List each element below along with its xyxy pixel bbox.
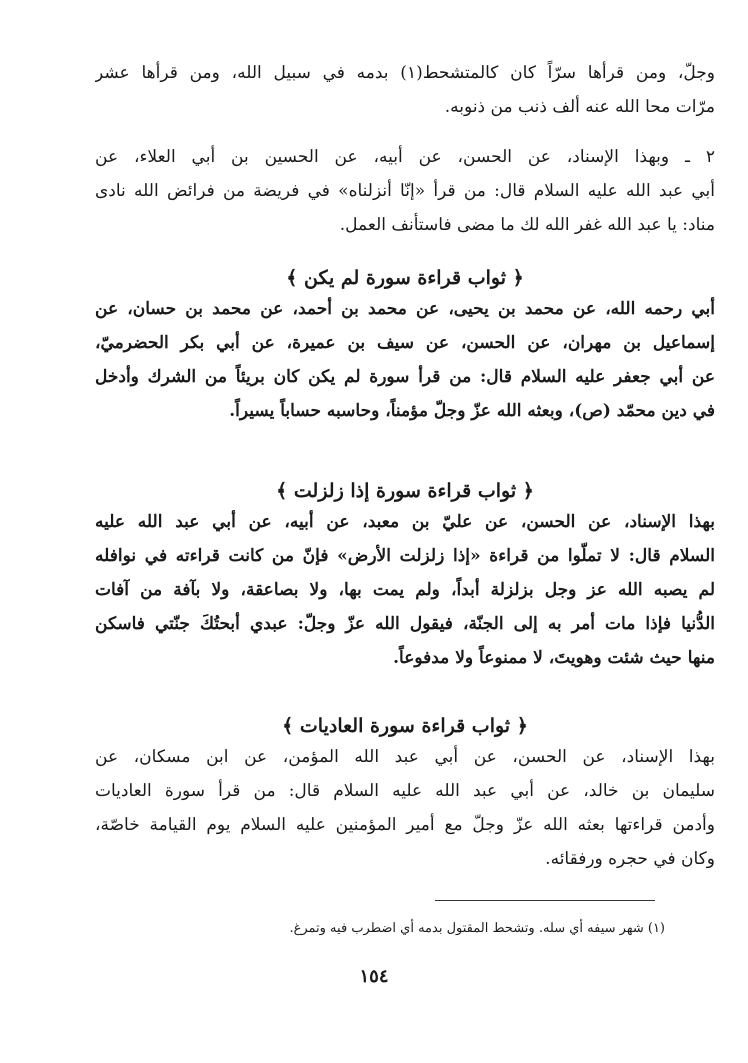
section-adiyat-paragraph <box>95 740 715 876</box>
section-heading-lam-yakun: ﴿ ثواب قراءة سورة لم يكن ﴾ <box>286 267 524 289</box>
text-line: وكان في حجره ورفقائه. <box>545 849 715 869</box>
text-line: بهذا الإسناد، عن الحسن، عن أبي عبد الله المؤمن، عن ابن مسكان، عن <box>95 747 715 767</box>
text-line: الدُّنيا فإذا مات أمر به إلى الجنّة، فيقول الله عزّ وجلّ: عبدي أبحتُكَ جنّتي فاسكن <box>95 614 715 634</box>
text-line: مناد: يا عبد الله غفر الله لك ما مضى فاستأنف العمل. <box>339 215 715 235</box>
section-heading-adiyat: ﴿ ثواب قراءة سورة العاديات ﴾ <box>282 715 528 737</box>
section-heading-zulzilat: ﴿ ثواب قراءة سورة إذا زلزلت ﴾ <box>276 480 534 502</box>
text-line: عن أبي جعفر عليه السلام قال: من قرأ سورة لم يكن كان بريئاً من الشرك وأدخل <box>95 367 715 387</box>
intro-paragraph <box>95 56 715 124</box>
text-line: منها حيث شئت وهويتَ، لا ممنوعاً ولا مدفوعاً. <box>393 648 715 668</box>
page-number: ١٥٤ <box>359 966 389 987</box>
text-line: إسماعيل بن مهران، عن الحسن، عن سيف بن عميرة، عن أبي بكر الحضرميّ، <box>95 333 715 353</box>
text-line: سليمان بن خالد، عن أبي عبد الله عليه السلام قال: من قرأ سورة العاديات <box>95 781 715 801</box>
text-line: لم يصبه الله عز وجل بزلزلة أبداً، ولم يمت بها، ولا بصاعقة، ولا بآفة من آفات <box>95 580 715 600</box>
text-line: بهذا الإسناد، عن الحسن، عن عليّ بن معبد، عن أبيه، عن أبي عبد الله عليه <box>95 512 715 532</box>
text-line: وجلّ، ومن قرأها سرّاً كان كالمتشحط(١) بدمه في سبيل الله، ومن قرأها عشر <box>95 63 715 83</box>
text-line: أبي عبد الله عليه السلام قال: من قرأ «إنّا أنزلناه» في فريضة من فرائض الله نادى <box>95 181 715 201</box>
text-line: مرّات محا الله عنه ألف ذنب من ذنوبه. <box>444 97 715 117</box>
text-line: وأدمن قراءتها بعثه الله عزّ وجلّ مع أمير المؤمنين عليه السلام يوم القيامة خاصّة، <box>95 815 715 835</box>
footnote-divider <box>435 900 655 901</box>
text-line: أبي رحمه الله، عن محمد بن يحيى، عن محمد بن أحمد، عن محمد بن حسان، عن <box>95 299 715 319</box>
text-line: ٢ ـ وبهذا الإسناد، عن الحسن، عن أبيه، عن الحسين بن أبي العلاء، عن <box>95 147 715 167</box>
section-lam-yakun-paragraph <box>95 292 715 428</box>
text-line: السلام قال: لا تملّوا من قراءة «إذا زلزلت الأرض» فإنّ من كانت قراءته في نوافله <box>95 546 715 566</box>
hadith-2-paragraph <box>95 140 715 242</box>
footnote: (١) شهر سيفه أي سله. وتشحط المقتول بدمه أي اضطرب فيه وتمرغ. <box>289 921 665 936</box>
section-zulzilat-paragraph <box>95 505 715 675</box>
text-line: في دين محمّد (ص)، وبعثه الله عزّ وجلّ مؤمناً، وحاسبه حساباً يسيراً. <box>229 401 715 421</box>
